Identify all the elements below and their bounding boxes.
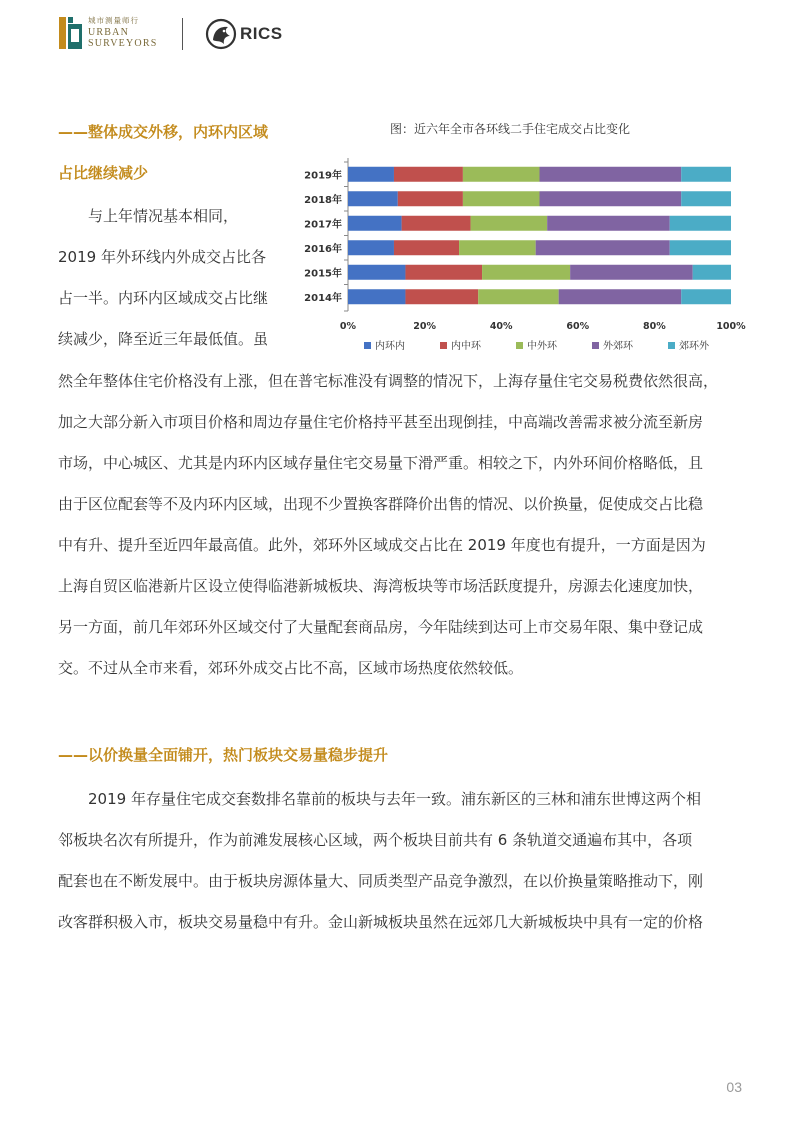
urban-surveyors-wordmark	[88, 17, 157, 49]
bar-segment	[681, 191, 731, 206]
paragraph-line: 邻板块名次有所提升，作为前滩发展核心区域，两个板块目前共有 6 条轨道交通遍布其中，各项	[58, 831, 693, 849]
bar-segment	[398, 191, 463, 206]
logo-english-line-2: SURVEYORS	[88, 37, 158, 49]
paragraph-line: 与上年情况基本相同，	[58, 207, 239, 225]
bar-segment	[348, 240, 394, 255]
urban-surveyors-logo-icon	[58, 16, 84, 50]
bar-segment	[570, 265, 693, 280]
y-tick-label: 2015年	[304, 268, 342, 280]
x-tick-label: 60%	[566, 321, 590, 332]
legend-label: 外郊环	[603, 341, 633, 352]
paragraph-line: 配套也在不断发展中。由于板块房源体量大、同质类型产品竞争激烈，在以价换量策略推动下，刚	[58, 872, 704, 890]
bar-segment	[405, 265, 482, 280]
bar-segment	[459, 240, 536, 255]
paragraph-line: 加之大部分新入市项目价格和周边存量住宅价格持平甚至出现倒挂，中高端改善需求被分流至新房	[58, 413, 704, 431]
x-tick-label: 0%	[339, 321, 357, 332]
bar-segment	[348, 191, 398, 206]
bar-segment	[478, 289, 558, 304]
bar-segment	[670, 216, 731, 231]
header-divider	[182, 18, 183, 50]
x-tick-label: 100%	[716, 321, 746, 332]
paragraph-line: 2019 年存量住宅成交套数排名靠前的板块与去年一致。浦东新区的三林和浦东世博这两个相	[58, 790, 701, 808]
bar-segment	[348, 167, 394, 182]
bar-segment	[670, 240, 731, 255]
bar-segment	[482, 265, 570, 280]
y-tick-label: 2014年	[304, 292, 342, 304]
paragraph-line: 改客群积极入市，板块交易量稳中有升。金山新城板块虽然在远郊几大新城板块中具有一定的价格	[58, 913, 704, 931]
bar-segment	[463, 167, 540, 182]
rics-wordmark: RICS	[240, 24, 283, 43]
bar-segment	[559, 289, 682, 304]
bar-segment	[547, 216, 670, 231]
bar-segment	[394, 167, 463, 182]
paragraph-line: 另一方面，前几年郊环外区域交付了大量配套商品房，今年陆续到达可上市交易年限、集中登记成	[58, 618, 704, 636]
x-tick-label: 40%	[489, 321, 513, 332]
paragraph-line: 市场，中心城区、尤其是内环内区域存量住宅交易量下滑严重。相较之下，内外环间价格略低，且	[58, 454, 704, 472]
paragraph-line: 交。不过从全市来看，郊环外成交占比不高，区域市场热度依然较低。	[58, 659, 524, 677]
paragraph-line: 占一半。内环内区域成交占比继	[58, 289, 269, 307]
bar-segment	[536, 240, 670, 255]
bar-segment	[681, 167, 731, 182]
paragraph-line: 中有升、提升至近四年最高值。此外，郊环外区域成交占比在 2019 年度也有提升，一方面是因为	[58, 536, 706, 554]
bar-segment	[394, 240, 459, 255]
section2-heading: ——以价换量全面铺开，热门板块交易量稳步提升	[58, 746, 389, 764]
page-number: 03	[726, 1079, 742, 1095]
legend-swatch	[592, 342, 599, 349]
bar-segment	[402, 216, 471, 231]
legend-label: 内中环	[451, 341, 481, 352]
paragraph-line: 然全年整体住宅价格没有上涨，但在普宅标准没有调整的情况下，上海存量住宅交易税费依然很高，	[58, 372, 719, 390]
paragraph-line: 由于区位配套等不及内环内区域，出现不少置换客群降价出售的情况、以价换量，促使成交占比稳	[58, 495, 704, 513]
paragraph-line: 续减少，降至近三年最低值。虽	[58, 330, 269, 348]
report-header	[58, 14, 358, 54]
legend-swatch	[364, 342, 371, 349]
bar-segment	[463, 191, 540, 206]
y-tick-label: 2018年	[304, 194, 342, 206]
y-tick-label: 2016年	[304, 243, 342, 255]
legend-label: 郊环外	[679, 341, 709, 352]
paragraph-line: 上海自贸区临港新片区设立使得临港新城板块、海湾板块等市场活跃度提升，房源去化速度加快，	[58, 577, 704, 595]
bar-segment	[348, 265, 405, 280]
chart-title: 图：近六年全市各环线二手住宅成交占比变化	[390, 122, 631, 136]
y-tick-label: 2019年	[304, 170, 342, 182]
bar-segment	[348, 216, 402, 231]
y-tick-label: 2017年	[304, 219, 342, 231]
x-tick-label: 80%	[643, 321, 666, 332]
legend-swatch	[668, 342, 675, 349]
bar-segment	[540, 191, 682, 206]
section1-heading-line-1: ——整体成交外移，内环内区域	[58, 123, 269, 141]
legend-label: 内环内	[375, 341, 405, 352]
stacked-bar-chart	[296, 150, 746, 355]
paragraph-line: 2019 年外环线内外成交占比各	[58, 248, 266, 266]
legend-label: 中外环	[527, 341, 557, 352]
legend-swatch	[440, 342, 447, 349]
legend-swatch	[516, 342, 523, 349]
bar-segment	[348, 289, 405, 304]
section1-heading-line-2: 占比继续减少	[58, 164, 149, 182]
bar-segment	[471, 216, 548, 231]
bar-segment	[681, 289, 731, 304]
bar-segment	[405, 289, 478, 304]
x-tick-label: 20%	[413, 321, 436, 332]
logo-english-line-1: URBAN	[88, 26, 130, 38]
bar-segment	[540, 167, 682, 182]
logo-chinese-name: 城市测量师行	[88, 16, 139, 25]
rics-lion-icon	[204, 18, 238, 50]
bar-segment	[693, 265, 731, 280]
